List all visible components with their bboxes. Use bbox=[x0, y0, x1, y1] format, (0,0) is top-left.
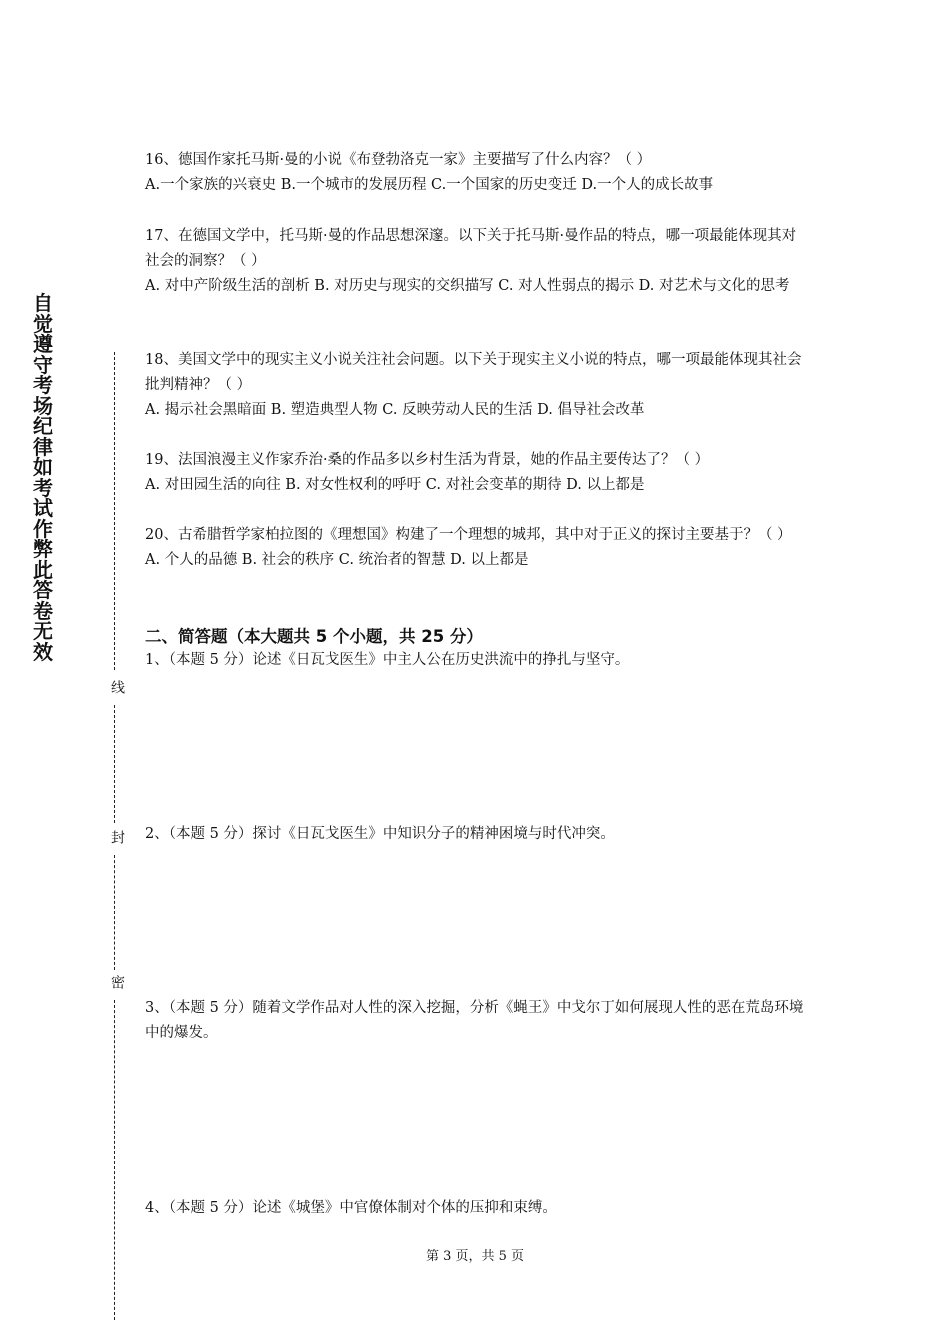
binding-line-segment bbox=[114, 705, 115, 823]
question-20 bbox=[145, 523, 810, 573]
question-options: A. 揭示社会黑暗面 B. 塑造典型人物 C. 反映劳动人民的生活 D. 倡导社会改革 bbox=[145, 402, 645, 418]
question-stem: 17、在德国文学中，托马斯·曼的作品思想深邃。以下关于托马斯·曼作品的特点，哪一项最能体现其对社会的洞察？（ ） bbox=[145, 228, 797, 269]
question-19 bbox=[145, 448, 810, 498]
question-options: A. 对田园生活的向往 B. 对女性权利的呼吁 C. 对社会变革的期待 D. 以上都是 bbox=[145, 477, 645, 493]
question-stem: 19、法国浪漫主义作家乔治·桑的作品多以乡村生活为背景，她的作品主要传达了？（ ） bbox=[145, 452, 710, 468]
section-title: 二、简答题（本大题共 5 个小题，共 25 分） bbox=[145, 627, 483, 646]
short-answer-1: 1、（本题 5 分）论述《日瓦戈医生》中主人公在历史洪流中的挣扎与坚守。 bbox=[145, 652, 630, 668]
question-options: A. 个人的品德 B. 社会的秩序 C. 统治者的智慧 D. 以上都是 bbox=[145, 552, 529, 568]
short-answer-2: 2、（本题 5 分）探讨《日瓦戈医生》中知识分子的精神困境与时代冲突。 bbox=[145, 826, 615, 842]
exam-discipline-warning: 自觉遵守考场纪律如考试作弊此答卷无效 bbox=[33, 291, 53, 664]
page-number: 第 3 页，共 5 页 bbox=[425, 1249, 525, 1264]
question-18 bbox=[145, 348, 810, 423]
question-options: A.一个家族的兴衰史 B.一个城市的发展历程 C.一个国家的历史变迁 D.一个人的成长故事 bbox=[145, 177, 714, 193]
binding-char-mi: 密 bbox=[109, 975, 125, 989]
binding-line-segment bbox=[114, 352, 115, 670]
question-17 bbox=[145, 224, 810, 299]
binding-char-xian: 线 bbox=[109, 680, 125, 694]
binding-line-segment bbox=[114, 855, 115, 970]
question-stem: 16、德国作家托马斯·曼的小说《布登勃洛克一家》主要描写了什么内容？（ ） bbox=[145, 152, 652, 168]
question-options: A. 对中产阶级生活的剖析 B. 对历史与现实的交织描写 C. 对人性弱点的揭示 D. 对艺术与文化的思考 bbox=[145, 278, 790, 294]
short-answer-4: 4、（本题 5 分）论述《城堡》中官僚体制对个体的压抑和束缚。 bbox=[145, 1200, 557, 1216]
short-answer-3: 3、（本题 5 分）随着文学作品对人性的深入挖掘，分析《蝇王》中戈尔丁如何展现人性的恶在荒岛环境中的爆发。 bbox=[145, 1000, 804, 1041]
question-stem: 20、古希腊哲学家柏拉图的《理想国》构建了一个理想的城邦，其中对于正义的探讨主要基于？（ ） bbox=[145, 527, 792, 543]
binding-line-segment bbox=[114, 1000, 115, 1320]
question-16 bbox=[145, 148, 810, 198]
binding-char-feng: 封 bbox=[109, 830, 125, 844]
question-stem: 18、美国文学中的现实主义小说关注社会问题。以下关于现实主义小说的特点，哪一项最能体现其社会批判精神？（ ） bbox=[145, 352, 802, 393]
